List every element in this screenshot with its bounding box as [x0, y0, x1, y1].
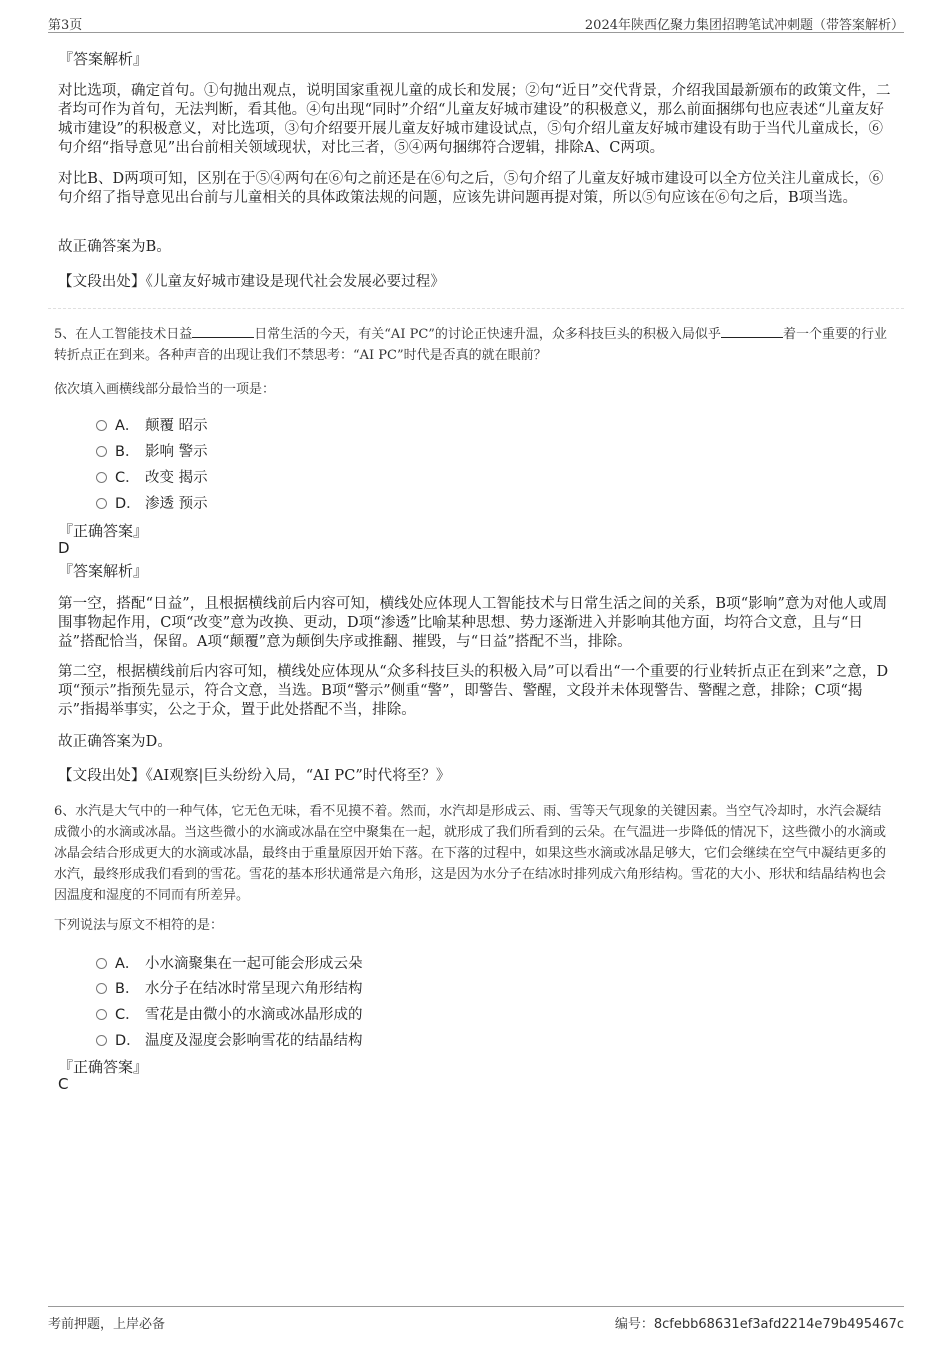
radio-icon[interactable] — [96, 1035, 107, 1046]
q5-blank-2 — [721, 325, 783, 338]
radio-icon[interactable] — [96, 983, 107, 994]
q5-stem-part-3: 着一个重要的行业转折点正在到来。各种声音的出现让我们不禁思考：“AI PC”时代是否真的就在眼前？ — [54, 327, 887, 363]
q5-blank-1 — [192, 325, 254, 338]
q6-correct-answer: C — [58, 1075, 69, 1093]
document-code: 编号：8cfebb68631ef3afd2214e79b495467c — [614, 1317, 904, 1332]
q6-option-b[interactable]: B． 水分子在结冰时常呈现六角形结构 — [96, 977, 363, 999]
radio-icon[interactable] — [96, 498, 107, 509]
q5-option-c[interactable]: C． 改变 揭示 — [96, 466, 208, 488]
radio-icon[interactable] — [96, 472, 107, 483]
q5-option-b[interactable]: B． 影响 警示 — [96, 440, 208, 462]
q5-prompt: 依次填入画横线部分最恰当的一项是： — [54, 382, 276, 397]
q4-analysis-para-2: 对比B、D两项可知，区别在于⑤④两句在⑥句之前还是在⑥句之后，⑤句介绍了儿童友好城市建设可以全方位关注儿童成长，⑥句介绍了指导意见出台前与儿童相关的具体政策法规的问题，应该先讲问题再提对策，所以⑤句应该在⑥句之后，B项当选。 — [58, 171, 884, 206]
q6-prompt: 下列说法与原文不相符的是： — [54, 918, 224, 933]
q4-analysis-para-3: 故正确答案为B。 — [58, 239, 171, 255]
radio-icon[interactable] — [96, 420, 107, 431]
q6-stem: 6、水汽是大气中的一种气体，它无色无味，看不见摸不着。然而，水汽却是形成云、雨、雪等天气现象的关键因素。当空气冷却时，水汽会凝结成微小的水滴或冰晶。当这些微小的水滴或冰晶在空中聚集在一起，就形成了我们所看到的云朵。在气温进一步降低的情况下，这些微小的水滴或冰晶会结合形成更大的水滴或冰晶，最终由于重量原因开始下落。在下落的过程中，如果这些水滴或冰晶足够大，它们会继续在空气中凝结更多的水汽，最终形成我们看到的雪花。雪花的基本形状通常是六角形，这是因为水分子在结冰时排列成六角形结构。雪花的大小、形状和结晶结构也会因温度和湿度的不同而有所差异。 — [54, 804, 887, 903]
source-title: 《儿童友好城市建设是现代社会发展必要过程》 — [145, 274, 445, 290]
radio-icon[interactable] — [96, 446, 107, 457]
q5-stem-part-1: 5、在人工智能技术日益 — [54, 327, 193, 342]
q6-correct-label: 『正确答案』 — [58, 1058, 149, 1076]
radio-icon[interactable] — [96, 958, 107, 969]
q4-analysis-label: 『答案解析』 — [58, 50, 149, 68]
radio-icon[interactable] — [96, 1009, 107, 1020]
q5-stem-part-2: 日常生活的今天，有关“AI PC”的讨论正快速升温，众多科技巨头的积极入局似乎 — [254, 327, 721, 342]
q5-analysis-label: 『答案解析』 — [58, 562, 149, 580]
q6-option-d[interactable]: D． 温度及湿度会影响雪花的结晶结构 — [96, 1029, 363, 1051]
source-title: 《AI观察|巨头纷纷入局，“AI PC”时代将至？》 — [145, 768, 451, 784]
q5-option-d[interactable]: D． 渗透 预示 — [96, 492, 208, 514]
page-number: 第3页 — [48, 18, 83, 33]
q5-source — [58, 767, 892, 786]
q6-option-c[interactable]: C． 雪花是由微小的水滴或冰晶形成的 — [96, 1003, 363, 1025]
q5-stem — [54, 324, 892, 366]
q5-analysis-para-2: 第二空，根据横线前后内容可知，横线处应体现从“众多科技巨头的积极入局”可以看出“一个重要的行业转折点正在到来”之意，D项“预示”指预先显示，符合文意，当选。B项“警示”侧重“警”，即警告、警醒，文段并未体现警告、警醒之意，排除；C项“揭示”指揭举事实，公之于众，置于此处搭配不当，排除。 — [58, 664, 889, 718]
section-divider — [48, 308, 904, 309]
source-prefix: 【文段出处】 — [58, 274, 146, 290]
footer-slogan: 考前押题，上岸必备 — [48, 1317, 166, 1332]
q5-analysis-para-1: 第一空，搭配“日益”，且根据横线前后内容可知，横线处应体现人工智能技术与日常生活之间的关系，B项“影响”意为对他人或周围事物起作用，C项“改变”意为改换、更动，D项“渗透”比喻某种思想、势力逐渐进入并影响其他方面，均符合文意，且与“日益”搭配恰当，保留。A项“颠覆”意为颠倒失序或推翻、摧毁，与“日益”搭配不当，排除。 — [58, 596, 888, 650]
q5-option-a[interactable]: A． 颠覆 昭示 — [96, 414, 208, 436]
q4-source — [58, 273, 892, 292]
q5-analysis-para-3: 故正确答案为D。 — [58, 734, 172, 750]
document-title: 2024年陕西亿聚力集团招聘笔试冲刺题（带答案解析） — [584, 18, 904, 33]
q5-correct-label: 『正确答案』 — [58, 522, 149, 540]
page-header — [48, 10, 904, 33]
q4-analysis-para-1: 对比选项，确定首句。①句抛出观点，说明国家重视儿童的成长和发展；②句“近日”交代背景，介绍我国最新颁布的政策文件，二者均可作为首句，无法判断，看其他。④句出现“同时”介绍“儿童友好城市建设”的积极意义，那么前面捆绑句也应表述“儿童友好城市建设”的积极意义，对比选项，③句介绍要开展儿童友好城市建设试点，⑤句介绍儿童友好城市建设有助于当代儿童成长，⑥句介绍“指导意见”出台前相关领域现状，对比三者，⑤④两句捆绑符合逻辑，排除A、C两项。 — [58, 83, 891, 156]
q6-option-a[interactable]: A． 小水滴聚集在一起可能会形成云朵 — [96, 952, 363, 974]
q5-correct-answer: D — [58, 539, 70, 557]
source-prefix: 【文段出处】 — [58, 768, 146, 784]
page-footer — [48, 1306, 904, 1332]
